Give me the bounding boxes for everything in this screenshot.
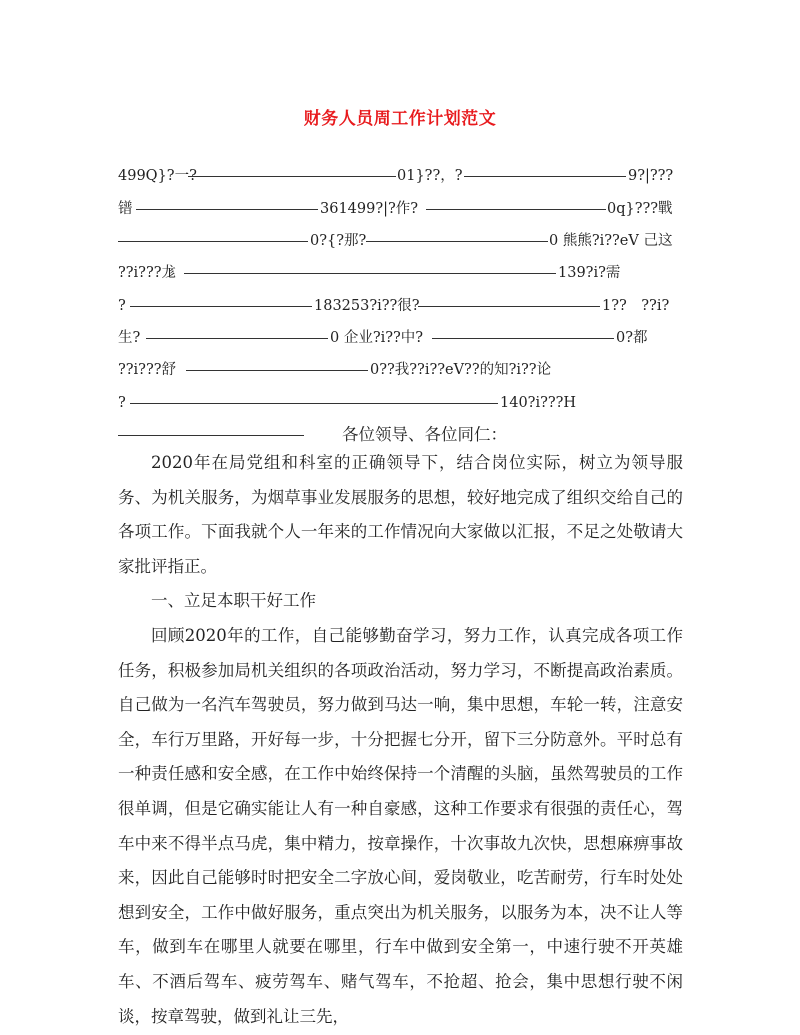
garbled-text: 361499?|?作? (320, 201, 419, 217)
garbled-text: 镨 (118, 201, 133, 217)
document-body (118, 446, 683, 1034)
garbled-text: ? (118, 395, 126, 411)
blank-underline (188, 176, 396, 177)
garbled-line-5 (118, 295, 683, 317)
garbled-text: 0?{?那? (310, 233, 367, 249)
work-review-paragraph: 回顾2020年的工作，自己能够勤奋学习，努力工作，认真完成各项工作任务，积极参加局机关组织的各项政治活动，努力学习，不断提高政治素质。自己做为一名汽车驾驶员，努力做到马达一响，集中思想，车轮一转，注意安全，车行万里路，开好每一步，十分把握七分开，留下三分防意外。平时总有一种责任感和安全感，在工作中始终保持一个清醒的头脑，虽然驾驶员的工作很单调，但是它确实能让人有一种自豪感，这种工作要求有很强的责任心，驾车中来不得半点马虎，集中精力，按章操作，十次事故九次快，思想麻痹事故来，因此自己能够时时把安全二字放心间，爱岗敬业，吃苦耐劳，行车时处处想到安全，工作中做好服务，重点突出为机关服务，以服务为本，决不让人等车，做到车在哪里人就要在哪里，行车中做到安全第一，中速行驶不开英雄车、不酒后驾车、疲劳驾车、赌气驾车，不抢超、抢会，集中思想行驶不闲谈，按章驾驶，做到礼让三先， (118, 625, 683, 1026)
blank-underline (418, 306, 600, 307)
garbled-text: ??i???尨 (118, 265, 177, 281)
garbled-text: ? (118, 298, 126, 314)
garbled-line-7 (118, 359, 683, 381)
garbled-text: 0?都 (616, 330, 648, 346)
blank-underline (118, 435, 304, 436)
garbled-text: 生? (118, 330, 141, 346)
garbled-line-6 (118, 327, 683, 349)
blank-underline (184, 273, 556, 274)
blank-underline (118, 241, 308, 242)
garbled-text: 0q}???戰 (607, 201, 673, 217)
garbled-line-1 (118, 165, 683, 187)
garbled-text: 01}??，? (397, 168, 463, 184)
blank-underline (130, 306, 312, 307)
greeting-line (118, 422, 683, 448)
garbled-line-2 (118, 198, 683, 220)
garbled-text: 9?|??? (628, 168, 674, 184)
document-title: 财务人员周工作计划范文 (303, 109, 497, 129)
garbled-text: 139?i?需 (558, 265, 621, 281)
greeting: 各位领导、各位同仁： (342, 425, 507, 444)
blank-underline (146, 338, 328, 339)
blank-underline (130, 403, 498, 404)
section-heading: 一、立足本职干好工作 (151, 591, 316, 611)
garbled-line-3 (118, 230, 683, 252)
intro-paragraph: 2020年在局党组和科室的正确领导下，结合岗位实际，树立为领导服务、为机关服务，为烟草事业发展服务的思想，较好地完成了组织交给自己的各项工作。下面我就个人一年来的工作情况向大家做以汇报，不足之处敬请大家批评指正。 (118, 453, 683, 576)
garbled-text: ??i???舒 (118, 362, 177, 378)
blank-underline (426, 209, 606, 210)
blank-underline (186, 370, 368, 371)
blank-underline (366, 241, 548, 242)
garbled-text: 140?i???H (500, 395, 577, 411)
garbled-text: 499Q}?一? (118, 168, 197, 184)
garbled-text: 0 企业?i??中? (330, 330, 424, 346)
blank-underline (432, 338, 614, 339)
blank-underline (136, 209, 318, 210)
garbled-text: 0 熊熊?i??eV 己这 (549, 233, 673, 249)
blank-underline (464, 176, 626, 177)
garbled-text: 1?? ??i? (602, 298, 670, 314)
garbled-text: 183253?i??很? (314, 298, 420, 314)
garbled-text: 0??我??i??eV??的知?i??论 (370, 362, 552, 378)
garbled-line-4 (118, 262, 683, 284)
garbled-line-8 (118, 392, 683, 414)
